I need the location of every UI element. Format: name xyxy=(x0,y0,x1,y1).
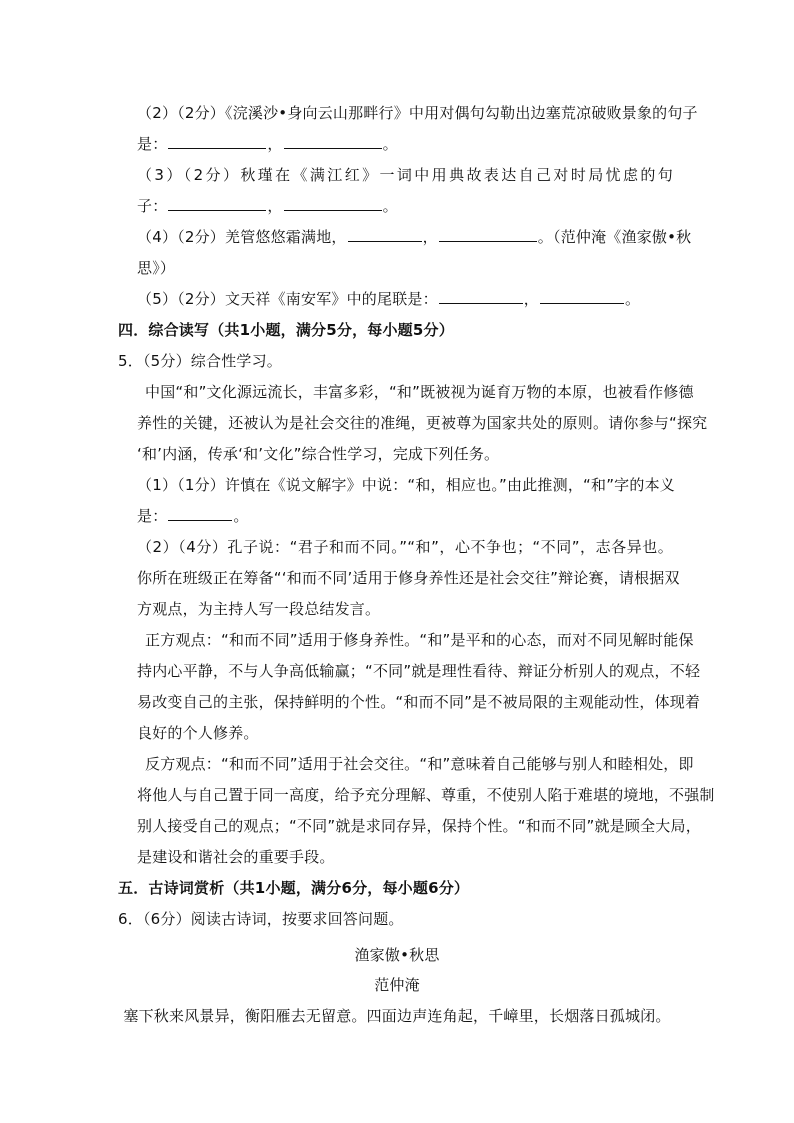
answer-blank[interactable] xyxy=(348,227,422,242)
q4-item3-line1: （3）（2分）秋瑾在《满江红》一词中用典故表达自己对时局忧虑的句 xyxy=(137,166,673,184)
q4-item4-sep: ， xyxy=(422,228,438,246)
section4-heading: 四．综合读写（共1小题，满分5分，每小题5分） xyxy=(118,321,454,339)
con-viewpoint-line: 将他人与自己置于同一高度，给予充分理解、尊重，不使别人陷于难堪的境地，不强制 xyxy=(137,786,715,804)
q4-item5-prefix: （5）（2分）文天祥《南安军》中的尾联是： xyxy=(137,290,438,308)
q4-item4-suffix: 。（范仲淹《渔家傲•秋 xyxy=(537,228,692,246)
q5-intro-line: ‘和’内涵，传承‘和’文化”综合性学习，完成下列任务。 xyxy=(137,445,500,463)
answer-blank[interactable] xyxy=(540,289,624,304)
q5-sub1-line1: （1）（1分）许慎在《说文解字》中说：“和，相应也。”由此推测，“和”字的本义 xyxy=(137,476,675,494)
q4-item2-prefix: 是： xyxy=(137,135,168,153)
q4-item4-line1 xyxy=(137,227,691,247)
q4-item5-end: 。 xyxy=(625,290,641,308)
q4-item4-prefix: （4）（2分）羌管悠悠霜满地， xyxy=(137,228,347,246)
q4-item2-line2 xyxy=(137,134,398,154)
answer-blank[interactable] xyxy=(284,196,382,211)
poem-line: 塞下秋来风景异，衡阳雁去无留意。四面边声连角起，千嶂里，长烟落日孤城闭。 xyxy=(123,1007,671,1025)
q5-sub2-line: 你所在班级正在筹备“‘和而不同’适用于修身养性还是社会交往”辩论赛，请根据双 xyxy=(137,569,680,587)
answer-blank[interactable] xyxy=(439,227,537,242)
poem-title: 渔家傲•秋思 xyxy=(354,946,440,964)
q4-item3-end: 。 xyxy=(382,197,398,215)
pro-viewpoint-line: 持内心平静，不与人争高低输赢；“不同”就是理性看待、辩证分析别人的观点，不轻 xyxy=(137,662,701,680)
pro-viewpoint-line: 良好的个人修养。 xyxy=(137,724,259,742)
q4-item3-prefix: 子： xyxy=(137,197,168,215)
poem-author: 范仲淹 xyxy=(374,976,420,994)
q5-sub1-prefix: 是： xyxy=(137,507,168,525)
q4-item2-end: 。 xyxy=(382,135,398,153)
answer-blank[interactable] xyxy=(168,196,266,211)
q5-sub2-line: 方观点，为主持人写一段总结发言。 xyxy=(137,600,381,618)
q4-item2-line1: （2）（2分）《浣溪沙•身向云山那畔行》中用对偶句勾勒出边塞荒凉破败景象的句子 xyxy=(137,104,698,122)
q4-item3-sep: ， xyxy=(267,197,283,215)
q5-intro-line: 养性的关键，还被认为是社会交往的准绳，更被尊为国家共处的原则。请你参与“探究 xyxy=(137,414,708,432)
q5-title: 5．（5分）综合性学习。 xyxy=(118,352,282,370)
q4-item4-line2: 思》） xyxy=(137,259,176,277)
answer-blank[interactable] xyxy=(168,134,266,149)
answer-blank[interactable] xyxy=(284,134,382,149)
q5-sub1-line2 xyxy=(137,506,249,526)
q5-sub2-line: （2）（4分）孔子说：“君子和而不同。”“和”，心不争也；“不同”，志各异也。 xyxy=(137,538,673,556)
q4-item5-sep: ， xyxy=(523,290,539,308)
q5-sub1-end: 。 xyxy=(233,507,249,525)
q6-title: 6．（6分）阅读古诗词，按要求回答问题。 xyxy=(118,910,404,928)
pro-viewpoint-line: 正方观点：“和而不同”适用于修身养性。“和”是平和的心态，而对不同见解时能保 xyxy=(145,631,694,649)
q4-item3-line2 xyxy=(137,196,398,216)
con-viewpoint-line: 别人接受自己的观点；“不同”就是求同存异，保持个性。“和而不同”就是顾全大局， xyxy=(137,817,701,835)
q4-item5 xyxy=(137,289,640,309)
answer-blank[interactable] xyxy=(168,506,232,521)
section5-heading: 五．古诗词赏析（共1小题，满分6分，每小题6分） xyxy=(118,879,470,897)
q5-intro-line: 中国“和”文化源远流长，丰富多彩，“和”既被视为诞育万物的本原，也被看作修德 xyxy=(145,383,694,401)
con-viewpoint-line: 是建设和谐社会的重要手段。 xyxy=(137,848,335,866)
q4-item2-sep: ， xyxy=(267,135,283,153)
con-viewpoint-line: 反方观点：“和而不同”适用于社会交往。“和”意味着自己能够与别人和睦相处，即 xyxy=(145,755,694,773)
answer-blank[interactable] xyxy=(439,289,523,304)
pro-viewpoint-line: 易改变自己的主张，保持鲜明的个性。“和而不同”是不被局限的主观能动性，体现着 xyxy=(137,693,701,711)
